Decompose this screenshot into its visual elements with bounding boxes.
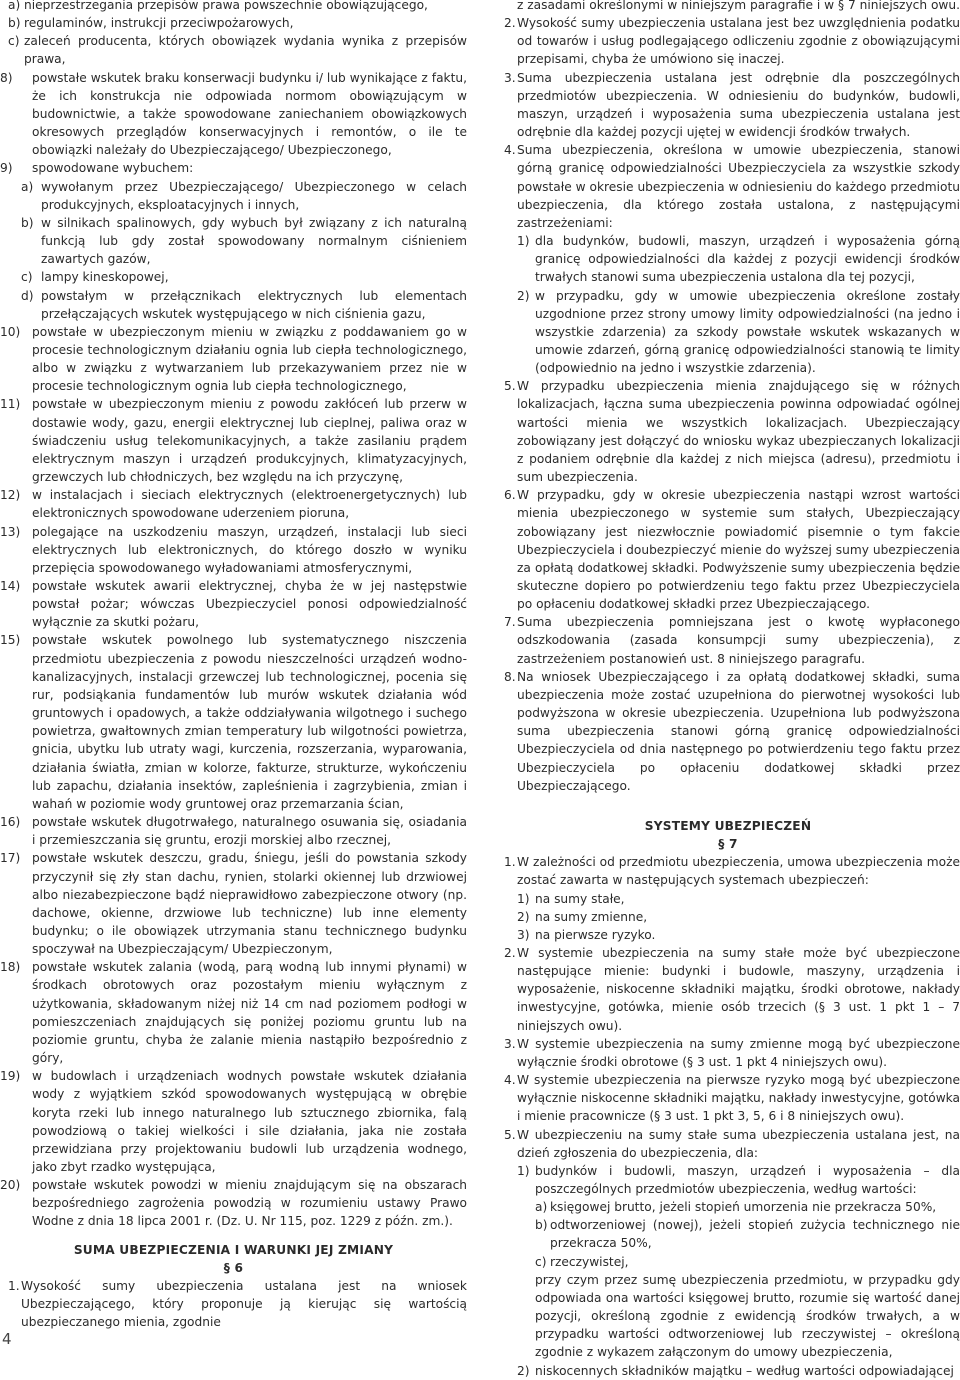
numbered-paragraph xyxy=(496,69,960,142)
section-number-6: § 6 xyxy=(223,1260,244,1275)
numbered-paragraph xyxy=(496,1126,960,1162)
item-text: regulaminów, instrukcji przeciwpożarowych, xyxy=(24,16,294,31)
item-text: w silnikach spalinowych, gdy wybuch był związany z ich naturalną funkcją lub gdy został spowodowany normalnym ciśnieniem zawartych gazów, xyxy=(41,215,467,267)
item-text: W przypadku, gdy w okresie ubezpieczenia nastąpi wzrost wartości mienia ubezpieczonego w systemie sum stałych, Ubezpieczający zobowiązany jest niezwłocznie powiadomić pisemnie o tym fakcie Ubezpieczyciela i doubezpieczyć mienie do wyższej sumy ubezpieczenia za opłatą dodatkowej składki. Podwyższenie sumy ubezpieczenia będzie skuteczne dopiero po potwierdzeniu tego faktu przez Ubezpieczyciela po opłaceniu dodatkowej składki przez Ubezpieczającego. xyxy=(517,488,960,612)
s7-paragraphs xyxy=(496,944,960,1162)
item-text: na pierwsze ryzyko. xyxy=(535,927,656,942)
item-text: powstałe wskutek powolnego lub systematycznego niszczenia przedmiotu ubezpieczenia z powodu nieszczelności urządzeń wodno-kanalizacyjnych, instalacji grzewczej lub technologicznej, pocenia się rur, podsiąkania fundamentów lub murów wskutek działania wód gruntowych i opadowych, a także oddziaływania wilgotnego i suchego powietrza, gwałtownych zmian temperatury lub wilgotności powietrza, gnicia, ubytku lub utraty wagi, kurczenia, rozszerzania, wyparowania, działania światła, zmian w kolorze, fakturze, strukturze, wykończeniu lub zapachu, działania insektów, zapleśnienia i zagrzybienia, zmian i wahań w poziomie wody gruntowej oraz przemarzania ścian, xyxy=(32,633,467,811)
item-number: 15) xyxy=(0,633,21,648)
item-text: Suma ubezpieczenia pomniejszana jest o kwotę wypłaconego odszkodowania (zasada konsumpcji sumy ubezpieczenia), z zastrzeżeniem postanowień ust. 8 niniejszego paragrafu. xyxy=(517,615,960,666)
list-item xyxy=(0,287,467,323)
list-item xyxy=(496,890,960,908)
numbered-item xyxy=(0,1067,467,1176)
item-number: 12) xyxy=(0,488,21,503)
section-heading-suma: SUMA UBEZPIECZENIA I WARUNKI JEJ ZMIANY xyxy=(73,1242,394,1257)
item-number: 3. xyxy=(504,70,516,85)
item-text: na sumy stałe, xyxy=(535,891,625,906)
item-number: d) xyxy=(21,288,34,303)
item-text: w przypadku, gdy w umowie ubezpieczenia określone zostały uzgodnione przez strony umowy limity odpowiedzialności (na jedno i wszystkie zdarzenia) za szkody powstałe wskutek wskazanych w umowie zdarzeń, górną granicę odpowiedzialności stanowią te limity (odpowiednio na jedno i wszystkie zdarzenia). xyxy=(535,288,960,376)
item-number: 13) xyxy=(0,524,21,539)
s6-1-continuation: z zasadami określonymi w niniejszym paragrafie i w § 7 niniejszych owu. xyxy=(517,0,960,12)
numbered-item xyxy=(0,958,467,1067)
numbered-item xyxy=(0,486,467,522)
numbered-paragraph xyxy=(496,14,960,68)
item-number: 1) xyxy=(517,234,530,249)
numbered-item xyxy=(0,69,467,160)
item-number: b) xyxy=(21,215,34,230)
item-number: 10) xyxy=(0,324,21,339)
item-number: 1. xyxy=(504,855,516,870)
item-number: 4. xyxy=(504,143,516,158)
s6-4-subitems xyxy=(496,232,960,377)
s7-5-1-subitems xyxy=(496,1198,960,1271)
numbered-item xyxy=(0,849,467,958)
list-item xyxy=(496,908,960,926)
item-number: a) xyxy=(535,1200,548,1215)
item-text: W systemie ubezpieczenia na sumy stałe może być ubezpieczone następujące mienie: budynki i budowle, maszyny, urządzenia i wyposażenie, niskocenne składniki majątku, środki obrotowe, nakłady inwestycyjne, gotówka, mienie osób trzecich (§ 3 ust. 1 pkt 1 – 7 niniejszych owu). xyxy=(517,945,960,1033)
item-text: wywołanym przez Ubezpieczającego/ Ubezpieczonego w celach produkcyjnych, eksploatacyjnych i innych, xyxy=(41,179,467,212)
item-text: Wysokość sumy ubezpieczenia ustalana jest bez uwzględnienia podatku od towarów i usług podlegającego odliczeniu zgodnie z obowiązującymi przepisami, chyba że umówiono się inaczej. xyxy=(517,16,960,67)
item-text: polegające na uszkodzeniu maszyn, urządzeń, instalacji lub sieci elektrycznych lub elektronicznych, do którego doszło w wyniku przepięcia spowodowanego wyładowaniami atmosferycznymi, xyxy=(32,524,467,575)
item-text: księgowej brutto, jeżeli stopień umorzenia nie przekracza 50%, xyxy=(550,1200,937,1215)
numbered-paragraph xyxy=(496,613,960,667)
item-number: 5. xyxy=(504,379,516,394)
item-text: W zależności od przedmiotu ubezpieczenia, umowa ubezpieczenia może zostać zawarta w następujących systemach ubezpieczeń: xyxy=(517,855,960,888)
s7-5-point-2 xyxy=(496,1362,960,1380)
item-number: c) xyxy=(535,1254,547,1269)
item-text: niskocennych składników majątku – według wartości odpowiadającej xyxy=(535,1363,954,1378)
numbered-paragraph xyxy=(496,1035,960,1071)
item-number: 6. xyxy=(504,488,516,503)
item-text: nieprzestrzegania przepisów prawa powszechnie obowiązującego, xyxy=(24,0,428,12)
numbered-paragraph xyxy=(496,377,960,486)
list-item xyxy=(496,232,960,286)
item-text: W ubezpieczeniu na sumy stałe suma ubezpieczenia ustalana jest, na dzień zgłoszenia do ubezpieczenia, dla: xyxy=(517,1127,960,1160)
numbered-item xyxy=(0,323,467,396)
item-text: spowodowane wybuchem: xyxy=(32,161,194,176)
item-text: na sumy zmienne, xyxy=(535,909,648,924)
item-text: dla budynków, budowli, maszyn, urządzeń i wyposażenia górną granicę odpowiedzialności dla każdej z pozycji ewidencji środków trwałych stanowi suma ubezpieczenia ustalona dla tej pozycji, xyxy=(535,234,960,285)
item-text: zaleceń producenta, których obowiązek wydania wynika z przepisów prawa, xyxy=(24,34,467,67)
item-text: W systemie ubezpieczenia na pierwsze ryzyko mogą być ubezpieczone wyłącznie niskocenne składniki majątku, nakłady inwestycyjne, gotówka i mienie pracownicze (§ 3 ust. 1 pkt 3, 5, 6 i 8 niniejszych owu). xyxy=(517,1073,960,1124)
item-number: 3. xyxy=(504,1036,516,1051)
item-number: 7. xyxy=(504,615,516,630)
item-number: b) xyxy=(535,1218,548,1233)
item-number: 5. xyxy=(504,1127,516,1142)
list-item xyxy=(0,178,467,214)
numbered-item xyxy=(0,395,467,486)
item-text: w budowlach i urządzeniach wodnych powstałe wskutek działania wody z wyjątkiem szkód spowodowanych występującą w obrębie koryta rzeki lub innego naturalnego lub sztucznego zbiornika, falą powodziową o takiej wielkości i sile działania, jaka nie została przewidziana przy projektowaniu budowli lub urządzenia wodnego, jako zbyt rzadko występująca, xyxy=(32,1069,467,1174)
item-number: 3) xyxy=(517,927,530,942)
s7-paragraph-1 xyxy=(496,853,960,889)
item-text: odtworzeniowej (nowej), jeżeli stopień zużycia technicznego nie przekracza 50%, xyxy=(550,1218,960,1251)
item-text: powstałe w ubezpieczonym mieniu z powodu zakłóceń lub przerw w dostawie wody, gazu, energii elektrycznej lub cieplnej, paliwa oraz w świadczeniu usług telekomunikacyjnych, a także zasilaniu prądem elektrycznym maszyn i urządzeń produkcyjnych, klimatyzacyjnych, grzewczych lub chłodniczych, bez względu na ich przyczynę, xyxy=(32,397,467,485)
item-text: w instalacjach i sieciach elektrycznych (elektroenergetycznych) lub elektronicznych spowodowane uderzeniem pioruna, xyxy=(32,488,467,521)
item-text: powstałym w przełącznikach elektrycznych lub elementach przełączających wskutek występującego w nich ciśnienia gazu, xyxy=(41,288,467,321)
item-number: 1. xyxy=(8,1278,20,1293)
item-text: rzeczywistej, xyxy=(550,1254,629,1269)
item-number: 2. xyxy=(504,945,516,960)
exclusion-7-subitems xyxy=(0,0,467,69)
item-number: 1) xyxy=(517,1163,530,1178)
list-item xyxy=(0,32,467,68)
numbered-paragraph xyxy=(496,1071,960,1125)
item-text: powstałe wskutek braku konserwacji budynku i/ lub wynikające z faktu, że ich konstrukcja nie odpowiada normom obowiązującym w budownictwie, a także spowodowane zaniechaniem obowiązkowych okresowych przeglądów konserwacyjnych i remontów, o ile te obowiązki należały do Ubezpieczającego/ Ubezpieczonego, xyxy=(32,70,467,158)
item-text: lampy kineskopowej, xyxy=(41,270,169,285)
list-item xyxy=(0,214,467,268)
item-number: 8. xyxy=(504,669,516,684)
item-text: powstałe wskutek zalania (wodą, parą wodną lub innymi płynami) w środkach obrotowych oraz pozostałym mieniu wyłącznym z użytkowania, składowanym niżej niż 14 cm nad poziomem podłogi w pomieszczeniach znajdujących się poniżej poziomu gruntu lub na poziomie gruntu, chyba że zalanie mienia nastąpiło bezpośrednio z góry, xyxy=(32,960,467,1066)
item-text: budynków i budowli, maszyn, urządzeń i wyposażenia – dla poszczególnych przedmiotów ubezpieczenia, według wartości: xyxy=(535,1163,960,1196)
section-number-7: § 7 xyxy=(718,837,738,852)
numbered-paragraph xyxy=(496,668,960,795)
numbered-item xyxy=(0,577,467,631)
numbered-item xyxy=(0,159,467,177)
numbered-paragraph xyxy=(496,141,960,232)
item-text: powstałe wskutek długotrwałego, naturalnego osuwania się, osiadania i przemieszczania się gruntu, erozji morskiej albo rzecznej, xyxy=(32,815,467,848)
item-number: 2) xyxy=(517,1363,530,1378)
item-number: 20) xyxy=(0,1178,21,1193)
item-number: b) xyxy=(8,16,21,31)
item-number: 1) xyxy=(517,891,530,906)
item-number: 9) xyxy=(0,161,13,176)
item-number: 2) xyxy=(517,288,530,303)
s6-paragraphs-cont xyxy=(496,377,960,795)
left-column xyxy=(0,0,467,1331)
numbered-paragraph xyxy=(496,486,960,613)
item-number: 18) xyxy=(0,960,21,975)
s7-5-point-1 xyxy=(496,1162,960,1198)
item-number: 17) xyxy=(0,851,21,866)
list-item xyxy=(496,1253,960,1271)
item-text: W systemie ubezpieczenia na sumy zmienne mogą być ubezpieczone wyłącznie środki obrotowe (§ 3 ust. 1 pkt 4 niniejszych owu). xyxy=(517,1036,960,1069)
item-text: powstałe wskutek awarii elektrycznej, chyba że w jej następstwie powstał pożar; wówczas Ubezpieczyciel ponosi odpowiedzialność wyłącznie za skutki pożaru, xyxy=(32,579,467,630)
list-item xyxy=(496,1216,960,1252)
item-text: powstałe wskutek powodzi w mieniu znajdującym się na obszarach bezpośredniego zagrożenia powodzią w rozumieniu ustawy Prawo Wodne z dnia 18 lipca 2001 r. (Dz. U. Nr 115, poz. 1229 z późn. zm.). xyxy=(32,1178,467,1229)
exclusions-list xyxy=(0,69,467,1231)
s7-5-1-note: przy czym przez sumę ubezpieczenia przedmiotu, w przypadku gdy odpowiada ona wartości księgowej brutto, rozumie się wartość danej pozycji, określoną zgodnie z ewidencją środków trwałych, a w przypadku wartości odtworzeniowej lub rzeczywistej – określoną zgodnie z wykazem załączonym do umowy ubezpieczenia, xyxy=(535,1272,960,1360)
numbered-item xyxy=(0,813,467,849)
s7-1-subitems xyxy=(496,890,960,944)
item-number: 19) xyxy=(0,1069,21,1084)
item-text: Wysokość sumy ubezpieczenia ustalana jest na wniosek Ubezpieczającego, który proponuje ją kierując się wartością ubezpieczanego mienia, zgodnie xyxy=(21,1278,467,1330)
numbered-item xyxy=(0,631,467,813)
item-number: 2) xyxy=(517,909,530,924)
right-column xyxy=(496,0,960,1380)
list-item xyxy=(496,926,960,944)
list-item xyxy=(496,287,960,378)
item-text: powstałe w ubezpieczonym mieniu w związku z poddawaniem go w procesie technologicznym działaniu ognia lub ciepła technologicznego, albo w związku z wytwarzaniem lub przekazywaniem przez nie w procesie technologicznym ognia lub ciepła technologicznego, xyxy=(32,324,467,394)
item-number: 14) xyxy=(0,579,21,593)
item-number: 11) xyxy=(0,397,21,412)
item-number: a) xyxy=(8,0,21,12)
numbered-paragraph xyxy=(496,944,960,1035)
item-text: powstałe wskutek deszczu, gradu, śniegu, jeśli do powstania szkody przyczynił się zły stan dachu, rynien, stolarki okiennej lub drzwiowej albo niezabezpieczone bądź nieprawidłowo zabezpieczone otwory (np. dachowe, okienne, drzwiowe lub techniczne) lub inne elementy budynku; o ile obowiązek utrzymania stanu technicznego budynku spoczywał na Ubezpieczającym/ Ubezpieczonym, xyxy=(32,851,467,957)
item-number: c) xyxy=(8,34,20,49)
item-text: W przypadku ubezpieczenia mienia znajdującego się w różnych lokalizacjach, łączna suma ubezpieczenia powinna odpowiadać ogólnej wartości mienia we wszystkich lokalizacjach. Ubezpieczający zobowiązany jest dołączyć do wniosku wykaz ubezpieczanych lokalizacji z podaniem odrębnie dla każdej z nich miejsca (adresu), przedmiotu i sum ubezpieczenia. xyxy=(517,379,960,485)
list-item xyxy=(0,268,467,286)
item-number: 16) xyxy=(0,815,21,830)
section-heading-systemy: SYSTEMY UBEZPIECZEŃ xyxy=(644,818,812,833)
item-number: 8) xyxy=(0,70,13,85)
item-number: 4. xyxy=(504,1073,516,1088)
list-item xyxy=(0,14,467,32)
item-text: Na wniosek Ubezpieczającego i za opłatą dodatkowej składki, suma ubezpieczenia może zostać uzupełniona do pierwotnej wysokości lub podwyższona w okresie ubezpieczenia. Uzupełniona lub podwyższona suma ubezpieczenia stanowi górną granicę odpowiedzialności Ubezpieczyciela od dnia następnego po potwierdzeniu tego faktu przez Ubezpieczyciela po opłaceniu dodatkowej składki przez Ubezpieczającego. xyxy=(517,669,960,793)
s6-paragraph-1 xyxy=(0,1277,467,1331)
item-number: 2. xyxy=(504,16,516,31)
item-text: Suma ubezpieczenia ustalana jest odrębnie dla poszczególnych przedmiotów ubezpieczenia. W odniesieniu do budynków, budowli, maszyn, urządzeń i wyposażenia suma ubezpieczenia ustalana jest odrębnie dla każdej pozycji ujętej w ewidencji środków trwałych. xyxy=(517,70,960,140)
list-item xyxy=(496,1198,960,1216)
item-number: a) xyxy=(21,179,34,194)
s6-paragraphs xyxy=(496,14,960,232)
page-number: 4 xyxy=(2,1330,12,1348)
item-number: c) xyxy=(21,270,33,285)
numbered-item xyxy=(0,1176,467,1230)
item-text: Suma ubezpieczenia, określona w umowie ubezpieczenia, stanowi górną granicę odpowiedzialności Ubezpieczyciela za wszystkie szkody powstałe w okresie ubezpieczenia w odniesieniu do każdego przedmiotu ubezpieczenia, dla którego została ustalona, z następującymi zastrzeżeniami: xyxy=(517,143,960,230)
numbered-item xyxy=(0,523,467,577)
list-item xyxy=(0,0,467,14)
